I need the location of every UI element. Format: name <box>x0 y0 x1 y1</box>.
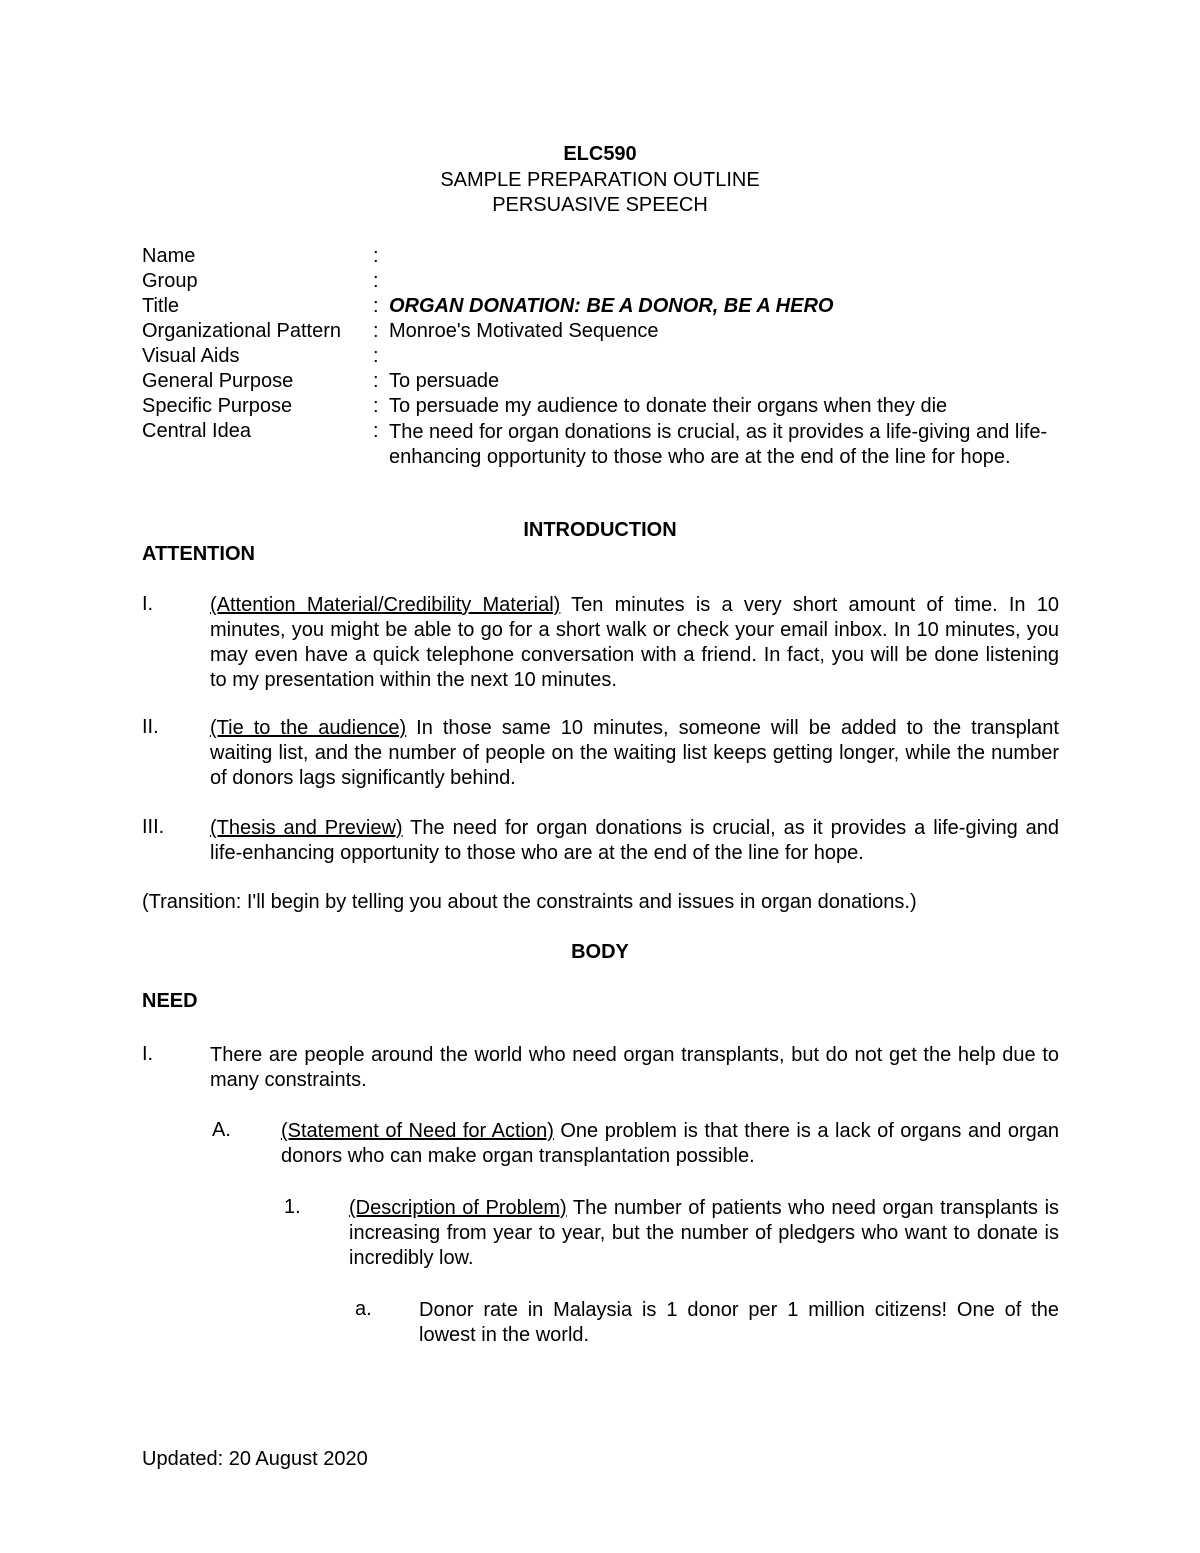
info-label-general-purpose: General Purpose <box>142 370 294 392</box>
attention-heading: ATTENTION <box>142 543 255 565</box>
body-heading: BODY <box>571 941 629 963</box>
info-colon: : <box>373 370 379 392</box>
body-subpoint-text: The number of patients who need organ transplants is increasing from year to year, but the number of pledgers who want to donate is incredibly low. <box>349 1197 1060 1269</box>
intro-item-text: In those same 10 minutes, someone will be added to the transplant waiting list, and the number of people on the waiting list keeps getting longer, while the number of donors lags significantly behind. <box>210 717 1059 789</box>
introduction-heading: INTRODUCTION <box>523 519 677 541</box>
info-value-title: ORGAN DONATION: BE A DONOR, BE A HERO <box>389 295 834 317</box>
info-value-general-purpose: To persuade <box>389 370 500 392</box>
body-subpoint-letter: A. <box>212 1119 231 1141</box>
info-label-group: Group <box>142 270 198 292</box>
intro-item-tag: (Attention Material/Credibility Material) <box>210 594 561 616</box>
info-colon: : <box>373 320 379 342</box>
info-value-pattern: Monroe's Motivated Sequence <box>389 320 659 342</box>
course-code: ELC590 <box>563 143 637 165</box>
info-label-central-idea: Central Idea <box>142 420 251 442</box>
info-colon: : <box>373 395 379 417</box>
document-title: SAMPLE PREPARATION OUTLINE <box>440 169 760 191</box>
info-value-central-idea: The need for organ donations is crucial, as it provides a life-giving and life-enhancing opportunity to those who are at the end of the line for hope. <box>389 421 1048 468</box>
info-colon: : <box>373 295 379 317</box>
intro-item-number: II. <box>142 716 159 738</box>
body-point-number: I. <box>142 1043 154 1065</box>
body-detail-a: Donor rate in Malaysia is 1 donor per 1 million citizens! One of the lowest in the world. <box>419 1299 1059 1346</box>
info-label-pattern: Organizational Pattern <box>142 320 342 342</box>
info-colon: : <box>373 270 379 292</box>
intro-item-number: III. <box>142 816 165 838</box>
document-subtitle: PERSUASIVE SPEECH <box>492 194 708 216</box>
body-subpoint-1 <box>349 1196 1059 1271</box>
body-subpoint-number: 1. <box>284 1196 301 1218</box>
intro-item-3 <box>210 816 1059 866</box>
info-value-specific-purpose: To persuade my audience to donate their organs when they die <box>389 395 948 417</box>
intro-item-text: Ten minutes is a very short amount of time. In 10 minutes, you might be able to go for a short walk or check your email inbox. In 10 minutes, you may even have a quick telephone conversation with a friend. In fact, you will be done listening to my presentation within the next 10 minutes. <box>210 594 1059 691</box>
info-label-name: Name <box>142 245 196 267</box>
intro-item-text: The need for organ donations is crucial, as it provides a life-giving and life-enhancing opportunity to those who are at the end of the line for hope. <box>210 817 1059 864</box>
info-label-specific-purpose: Specific Purpose <box>142 395 293 417</box>
body-detail-letter: a. <box>355 1298 372 1320</box>
transition-text: (Transition: I'll begin by telling you about the constraints and issues in organ donations.) <box>142 891 917 913</box>
intro-item-2 <box>210 716 1059 791</box>
need-heading: NEED <box>142 990 198 1012</box>
body-subpoint-text: One problem is that there is a lack of organs and organ donors who can make organ transplantation possible. <box>281 1120 1059 1167</box>
info-label-title: Title <box>142 295 180 317</box>
intro-item-tag: (Tie to the audience) <box>210 717 407 739</box>
body-point-1: There are people around the world who need organ transplants, but do not get the help due to many constraints. <box>210 1044 1059 1091</box>
intro-item-number: I. <box>142 593 154 615</box>
footer-updated: Updated: 20 August 2020 <box>142 1448 368 1470</box>
body-subpoint-tag: (Statement of Need for Action) <box>281 1120 554 1142</box>
intro-item-1 <box>210 593 1059 693</box>
info-colon: : <box>373 345 379 367</box>
body-subpoint-tag: (Description of Problem) <box>349 1197 567 1219</box>
info-label-visual-aids: Visual Aids <box>142 345 240 367</box>
info-colon: : <box>373 245 379 267</box>
intro-item-tag: (Thesis and Preview) <box>210 817 403 839</box>
info-colon: : <box>373 420 379 442</box>
body-subpoint-a <box>281 1119 1059 1169</box>
